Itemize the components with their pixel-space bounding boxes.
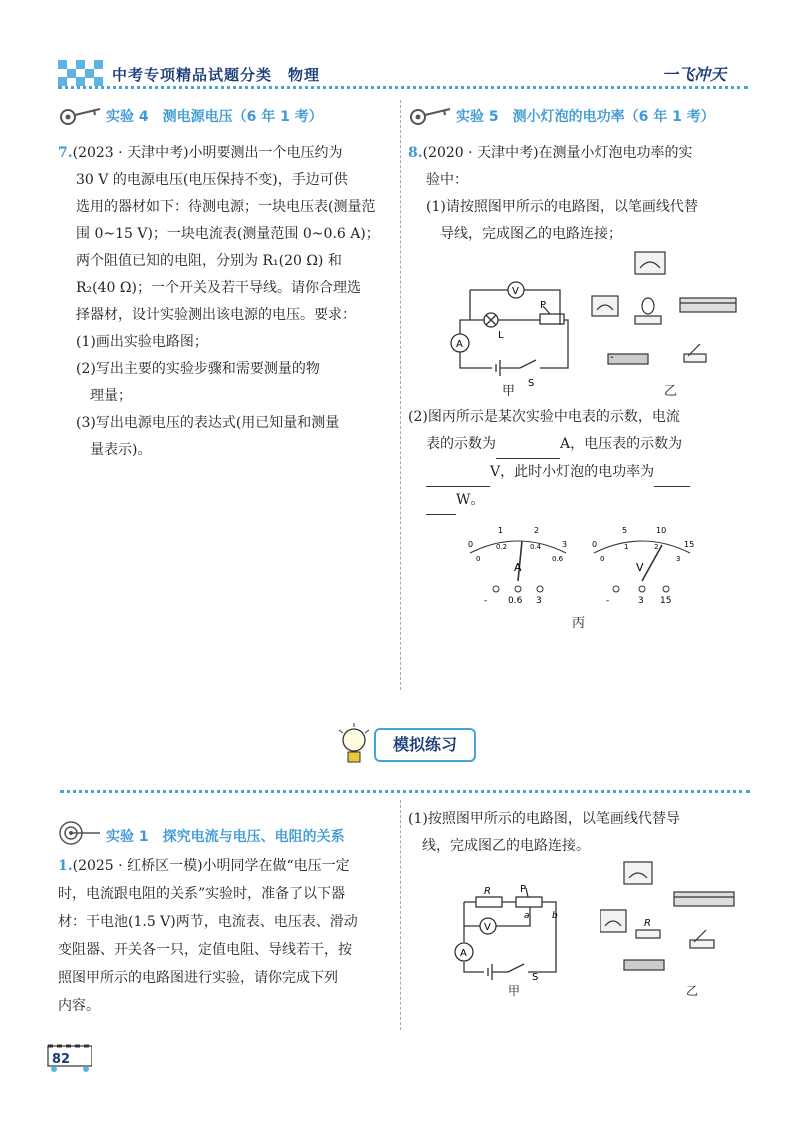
ammeter-tick: 0.4 xyxy=(530,543,542,551)
ammeter-tick: 3 xyxy=(562,540,568,549)
current-answer-blank[interactable] xyxy=(496,431,560,459)
key-icon xyxy=(58,104,102,126)
power-answer-blank-cont[interactable] xyxy=(426,487,456,515)
circuit-diagram-jia-2 xyxy=(444,882,574,982)
resistor-label: R xyxy=(484,886,491,897)
q1-part1 xyxy=(408,806,748,860)
ammeter-tick: 1 xyxy=(498,526,504,535)
voltmeter-terminal: 15 xyxy=(660,596,672,606)
q8-part2-text: 表的示数为 xyxy=(426,436,496,452)
question-7 xyxy=(58,140,393,464)
q1-line: 内容。 xyxy=(58,998,100,1014)
page-number: 82 xyxy=(52,1052,71,1067)
ammeter-letter: A xyxy=(514,561,522,574)
section-title-exp4: 实验 4 测电源电压（6 年 1 考） xyxy=(106,109,323,125)
ammeter-label: A xyxy=(456,339,463,350)
voltmeter-tick: 10 xyxy=(656,526,667,535)
voltmeter-tick: 0 xyxy=(592,540,598,549)
brand-logo: 一飞冲天 xyxy=(662,65,727,84)
question-number: 8. xyxy=(408,145,423,161)
switch-label: S xyxy=(528,378,535,389)
fig-label-bing: 丙 xyxy=(572,616,586,631)
q8-part2-line: (2)图丙所示是某次实验中电表的示数，电流 xyxy=(408,409,680,425)
fig-label-jia-2: 甲 xyxy=(508,984,521,998)
voltmeter-label: V xyxy=(484,922,491,933)
q1-line: (2025 · 红桥区一模)小明同学在做“电压一定 xyxy=(72,858,350,874)
resistor-label: R xyxy=(644,918,651,929)
ammeter-tick: 0 xyxy=(468,540,474,549)
q1-line: 照图甲所示的电路图进行实验，请你完成下列 xyxy=(58,970,338,986)
q7-line: (2023 · 天津中考)小明要测出一个电压约为 xyxy=(72,145,343,161)
q7-line: 择器材，设计实验测出该电源的电压。要求： xyxy=(76,307,356,323)
header-divider xyxy=(58,86,748,92)
q8-part2-text: A，电压表的示数为 xyxy=(560,436,683,452)
ammeter-label: A xyxy=(460,948,467,959)
equipment-illustration-yi-2 xyxy=(600,860,750,978)
question-1 xyxy=(58,852,398,1020)
q1-part1-line: 线，完成图乙的电路连接。 xyxy=(408,838,590,854)
ammeter-terminal: - xyxy=(484,596,488,606)
q7-line: R₂(40 Ω)；一个开关及若干导线。请你合理选 xyxy=(76,280,361,296)
q8-part2-text: V，此时小灯泡的电功率为 xyxy=(490,464,655,480)
voltmeter-tick: 15 xyxy=(684,540,695,549)
voltmeter-tick: 2 xyxy=(654,543,659,551)
meter-readings-bing xyxy=(456,515,706,615)
section-banner-moni: 模拟练习 xyxy=(374,728,476,762)
q7-line: (2)写出主要的实验步骤和需要测量的物 xyxy=(76,361,320,377)
ammeter-tick: 0 xyxy=(476,555,481,563)
ammeter-tick: 0.2 xyxy=(496,543,508,551)
column-divider xyxy=(400,100,401,690)
voltmeter-terminal: - xyxy=(606,596,610,606)
q7-line: (3)写出电源电压的表达式(用已知量和测量 xyxy=(76,415,340,431)
voltage-answer-blank[interactable] xyxy=(426,459,490,487)
slider-label: P xyxy=(520,884,527,895)
ammeter-terminal: 0.6 xyxy=(508,596,523,606)
target-icon xyxy=(58,820,102,846)
q7-line: 两个阻值已知的电阻，分别为 R₁(20 Ω) 和 xyxy=(76,253,342,269)
voltmeter-tick: 3 xyxy=(676,555,681,563)
fig-label-jia: 甲 xyxy=(502,384,516,399)
q8-part2 xyxy=(408,404,746,515)
q8-line: (2020 · 天津中考)在测量小灯泡电功率的实 xyxy=(422,145,693,161)
column-divider xyxy=(400,800,401,1030)
lightbulb-icon xyxy=(336,722,372,772)
slider-label: P xyxy=(540,300,547,311)
q7-line: 选用的器材如下：待测电源；一块电压表(测量范 xyxy=(76,199,376,215)
power-answer-blank[interactable] xyxy=(654,459,690,487)
fig-label-yi-2: 乙 xyxy=(686,984,699,998)
q1-part1-line: (1)按照图甲所示的电路图，以笔画线代替导 xyxy=(408,811,680,827)
q8-part2-text: W。 xyxy=(456,492,485,508)
q1-line: 变阻器、开关各一只，定值电阻、导线若干，按 xyxy=(58,942,352,958)
voltmeter-tick: 0 xyxy=(600,555,605,563)
battery-minus: - xyxy=(610,352,614,363)
q8-line: 导线，完成图乙的电路连接； xyxy=(426,226,622,242)
q7-line: 理量； xyxy=(76,388,132,404)
section-title-exp5: 实验 5 测小灯泡的电功率（6 年 1 考） xyxy=(456,109,715,125)
voltmeter-letter: V xyxy=(636,561,644,574)
question-number: 7. xyxy=(58,145,73,161)
switch-label: S xyxy=(532,972,539,982)
header-decoration xyxy=(58,60,104,86)
voltmeter-tick: 5 xyxy=(622,526,628,535)
ammeter-tick: 0.6 xyxy=(552,555,564,563)
terminal-a-label: a xyxy=(524,911,530,921)
section-divider xyxy=(60,790,750,793)
fig-label-yi: 乙 xyxy=(664,384,678,399)
q8-line: 验中： xyxy=(426,172,468,188)
q8-line: (1)请按照图甲所示的电路图，以笔画线代替 xyxy=(426,199,698,215)
terminal-b-label: b xyxy=(552,911,558,921)
q7-line: 量表示)。 xyxy=(76,442,152,458)
equipment-illustration-yi xyxy=(580,248,740,376)
ammeter-tick: 2 xyxy=(534,526,540,535)
question-number: 1. xyxy=(58,858,73,874)
question-8 xyxy=(408,140,748,248)
voltmeter-label: V xyxy=(512,286,519,297)
voltmeter-terminal: 3 xyxy=(638,596,644,606)
section-title-exp1: 实验 1 探究电流与电压、电阻的关系 xyxy=(106,829,345,845)
header-title: 中考专项精品试题分类 物理 xyxy=(112,66,321,84)
q7-line: (1)画出实验电路图； xyxy=(76,334,208,350)
voltmeter-tick: 1 xyxy=(624,543,629,551)
lamp-label: L xyxy=(498,330,504,341)
q1-line: 材：干电池(1.5 V)两节，电流表、电压表、滑动 xyxy=(58,914,358,930)
q7-line: 围 0~15 V)；一块电流表(测量范围 0~0.6 A)； xyxy=(76,226,380,242)
ammeter-terminal: 3 xyxy=(536,596,542,606)
q1-line: 时，电流跟电阻的关系”实验时，准备了以下器 xyxy=(58,886,346,902)
q7-line: 30 V 的电源电压(电压保持不变)，手边可供 xyxy=(76,172,348,188)
key-icon xyxy=(408,104,452,126)
